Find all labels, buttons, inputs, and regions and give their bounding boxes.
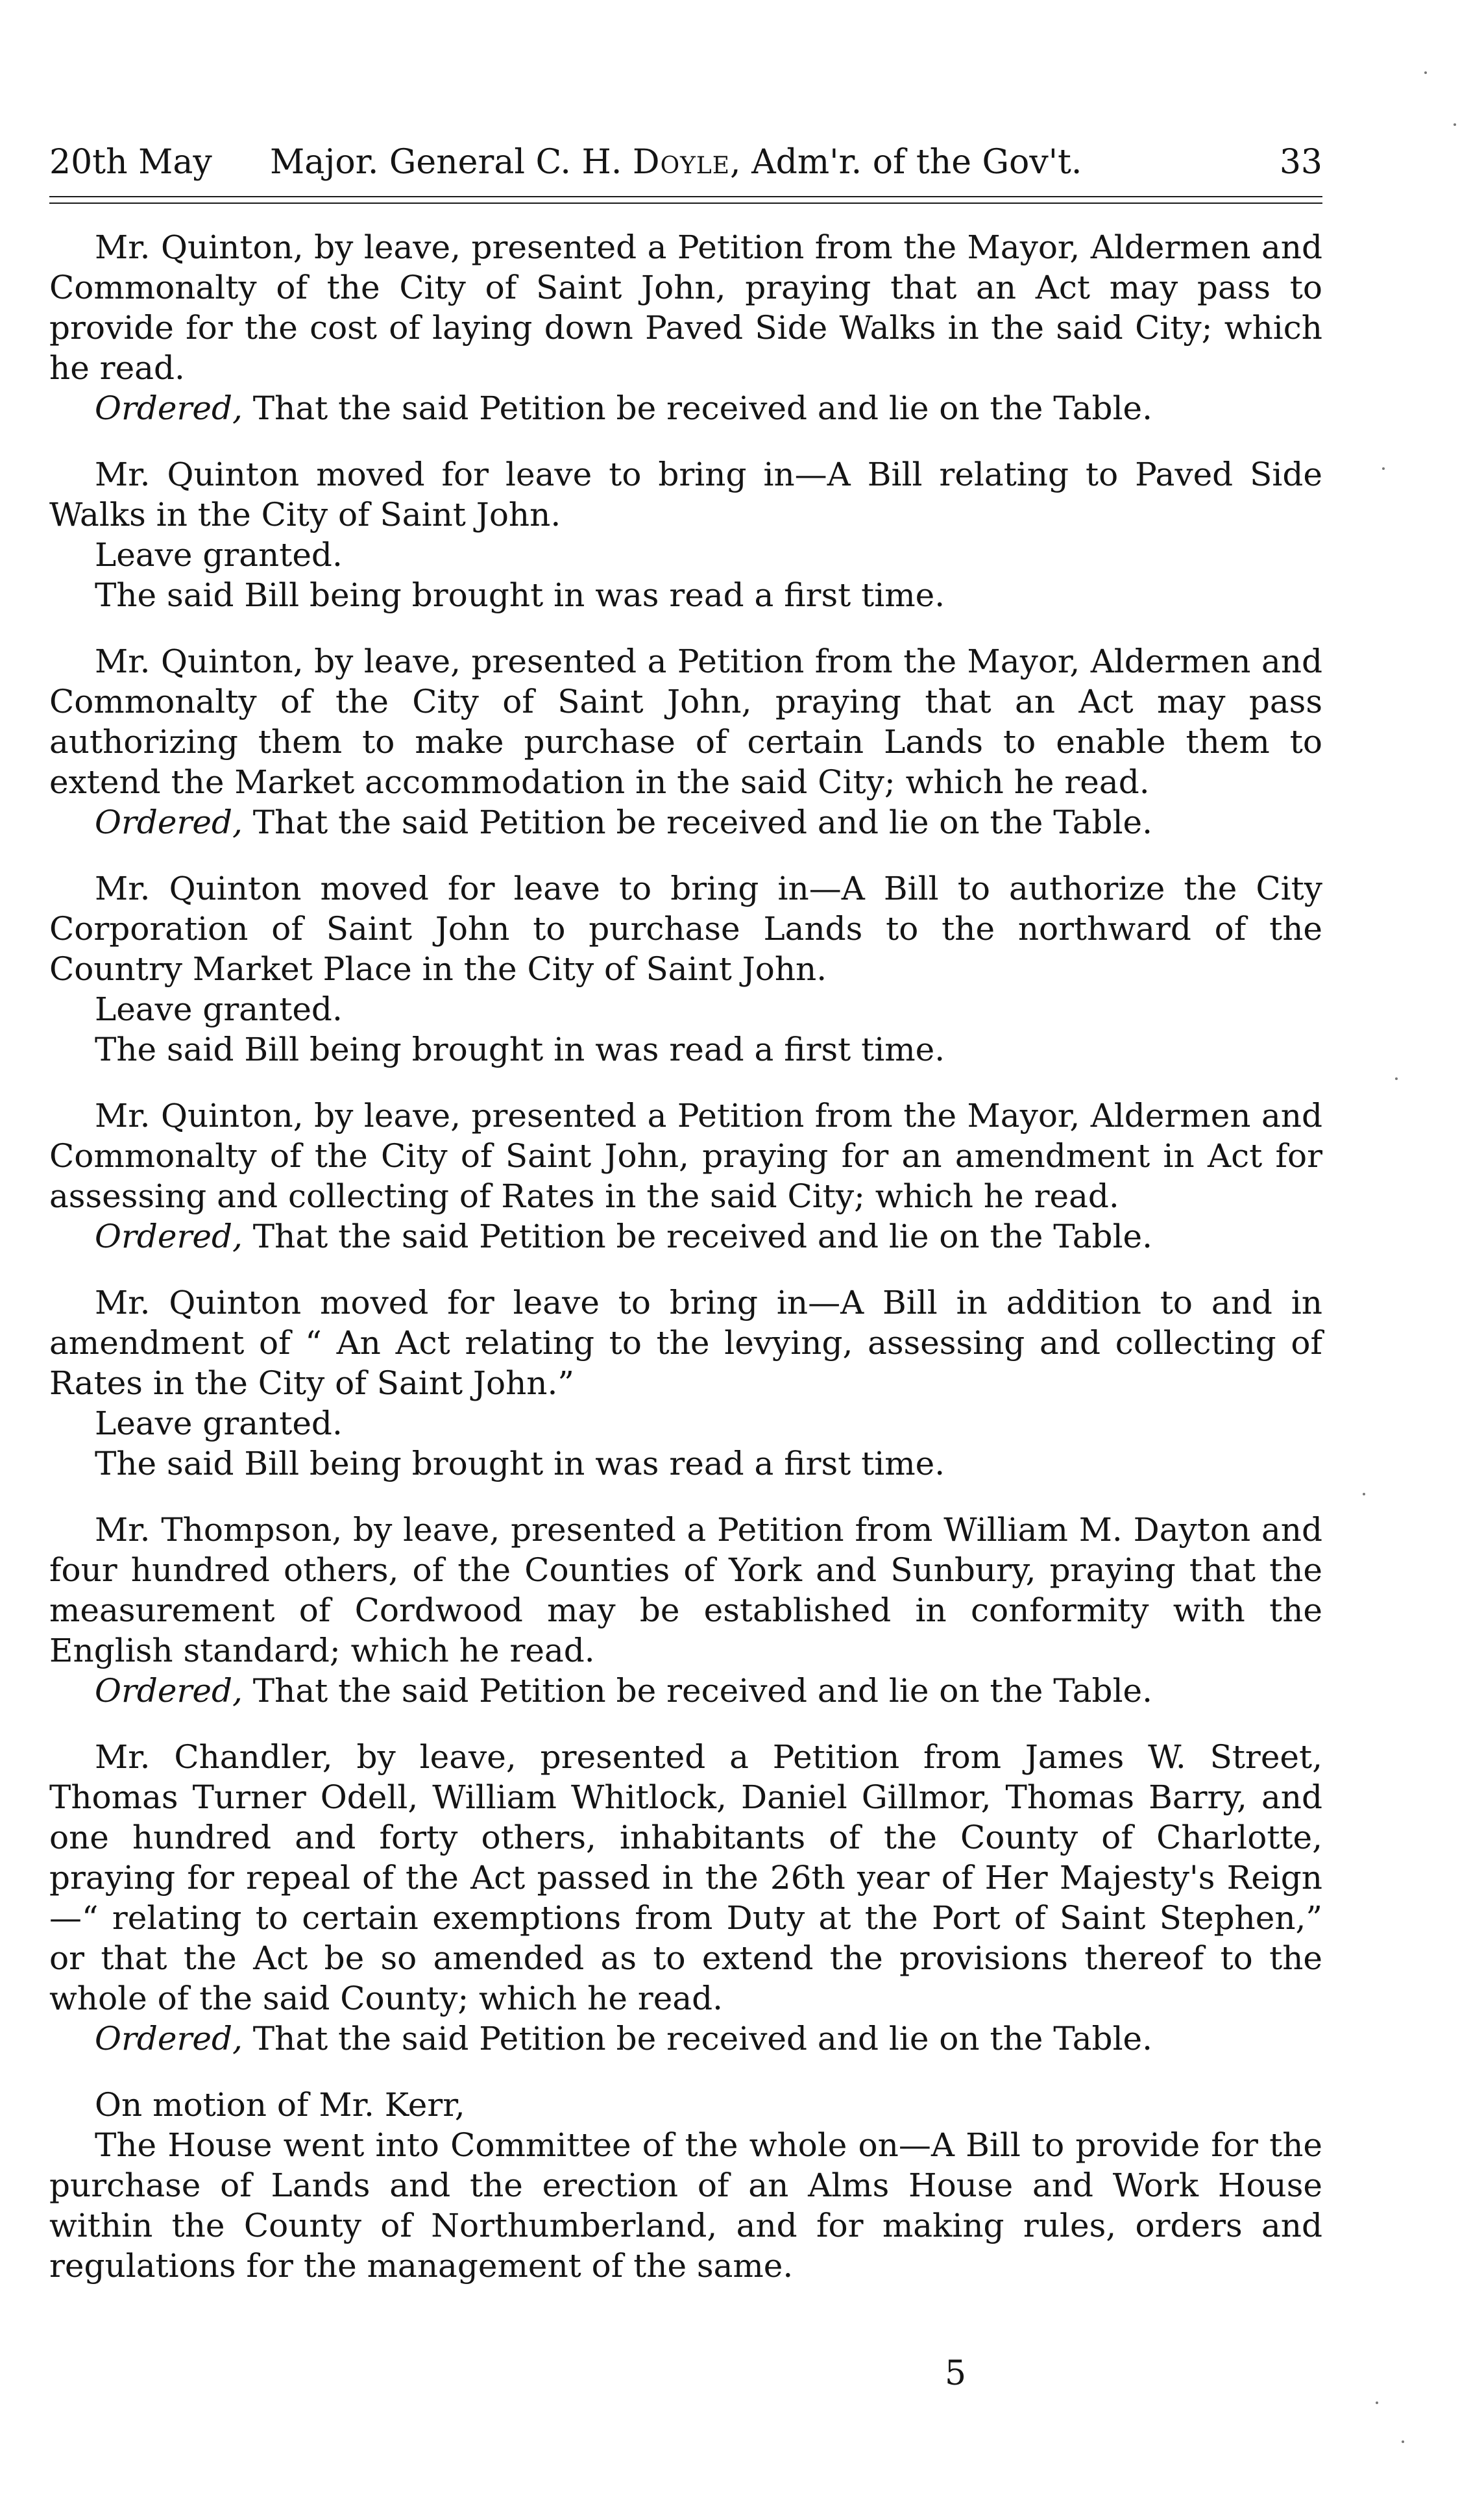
- entry-reading: The said Bill being brought in was read a first time.: [95, 576, 945, 614]
- order-text: That the said Petition be received and lie on the Table.: [242, 1218, 1153, 1255]
- entry-motion: Mr. Quinton moved for leave to bring in—A Bill in addition to and in amendment of “ An Act relating to the levying, assessing and collecting of Rates in the City of Saint John.”: [49, 1284, 1322, 1402]
- entry-order: [49, 1216, 1322, 1257]
- journal-body: [49, 227, 1322, 2312]
- entry-reading: The said Bill being brought in was read a first time.: [95, 1445, 945, 1482]
- entry-text: Mr. Quinton, by leave, presented a Petition from the Mayor, Aldermen and Commonalty of the City of Saint John, praying that an Act may pass authorizing them to make purchase of certain Lands to enable them to extend the Market accommodation in the said City; which he read.: [49, 643, 1322, 801]
- entry-bill-rates: [49, 1283, 1322, 1484]
- entry-motion: Mr. Quinton moved for leave to bring in—A Bill relating to Paved Side Walks in the City of Saint John.: [49, 456, 1322, 534]
- order-text: That the said Petition be received and lie on the Table.: [242, 804, 1153, 841]
- entry-reading: The said Bill being brought in was read a first time.: [95, 1031, 945, 1068]
- entry-leave: Leave granted.: [95, 990, 343, 1028]
- entry-petition-paved-side-walks: [49, 227, 1322, 428]
- order-label: Ordered,: [95, 804, 243, 841]
- entry-motion: On motion of Mr. Kerr,: [95, 2086, 465, 2124]
- header-title-prefix: Major. General C. H.: [270, 143, 633, 182]
- entry-order: [49, 802, 1322, 842]
- paper-speck: [1382, 467, 1385, 470]
- order-label: Ordered,: [95, 1218, 243, 1255]
- header-title-suffix: , Adm'r. of the Gov't.: [730, 143, 1082, 182]
- entry-text: Mr. Quinton, by leave, presented a Petition from the Mayor, Aldermen and Commonalty of the City of Saint John, praying that an Act may pass to provide for the cost of laying down Paved Side Walks in the said City; which he read.: [49, 228, 1322, 387]
- order-label: Ordered,: [95, 1672, 243, 1710]
- entry-text: Mr. Chandler, by leave, presented a Petition from James W. Street, Thomas Turner Odell, William Whitlock, Daniel Gillmor, Thomas Barry, and one hundred and forty others, inhabitants of the County of Charlotte, praying for repeal of the Act passed in the 26th year of Her Majesty's Reign—“ relating to certain exemptions from Duty at the Port of Saint Stephen,” or that the Act be so amended as to extend the provisions thereof to the whole of the said County; which he read.: [49, 1738, 1322, 2017]
- order-label: Ordered,: [95, 389, 243, 427]
- paper-speck: [1363, 1493, 1365, 1495]
- paper-speck: [1376, 2401, 1378, 2404]
- entry-petition-saint-stephen: [49, 1737, 1322, 2059]
- document-page: [49, 0, 1322, 2493]
- entry-bill-market-lands: [49, 868, 1322, 1070]
- entry-order: [49, 388, 1322, 428]
- entry-petition-market-lands: [49, 641, 1322, 842]
- order-text: That the said Petition be received and lie on the Table.: [242, 389, 1153, 427]
- entry-motion: Mr. Quinton moved for leave to bring in—A Bill to authorize the City Corporation of Saint John to purchase Lands to the northward of the Country Market Place in the City of Saint John.: [49, 870, 1322, 988]
- paper-speck: [1395, 1077, 1398, 1080]
- paper-speck: [1424, 71, 1427, 74]
- entry-leave: Leave granted.: [95, 536, 343, 574]
- page-number: 33: [1279, 143, 1322, 182]
- signature-mark: 5: [945, 2354, 967, 2393]
- order-text: That the said Petition be received and lie on the Table.: [242, 2020, 1153, 2057]
- order-text: That the said Petition be received and lie on the Table.: [242, 1672, 1153, 1710]
- header-rule-bottom: [49, 203, 1322, 204]
- header-title: [270, 140, 1082, 185]
- running-header: [49, 140, 1322, 185]
- header-date: 20th May: [49, 143, 212, 182]
- entry-bill-paved-side-walks: [49, 454, 1322, 615]
- entry-committee-text: The House went into Committee of the whole on—A Bill to provide for the purchase of Lands and the erection of an Alms House and Work House within the County of Northumberland, and for making rules, orders and regulations for the management of the same.: [49, 2126, 1322, 2285]
- order-label: Ordered,: [95, 2020, 243, 2057]
- entry-committee-alms-house: [49, 2085, 1322, 2286]
- entry-leave: Leave granted.: [95, 1405, 343, 1442]
- entry-petition-rates: [49, 1096, 1322, 1257]
- entry-text: Mr. Thompson, by leave, presented a Petition from William M. Dayton and four hundred others, of the Counties of York and Sunbury, praying that the measurement of Cordwood may be established in conformity with the English standard; which he read.: [49, 1511, 1322, 1669]
- paper-speck: [1402, 2440, 1404, 2443]
- entry-order: [49, 1671, 1322, 1711]
- paper-speck: [1454, 123, 1456, 126]
- header-rule-top: [49, 196, 1322, 197]
- header-title-name: Doyle: [632, 143, 731, 182]
- entry-order: [49, 2019, 1322, 2059]
- entry-petition-cordwood: [49, 1510, 1322, 1711]
- entry-text: Mr. Quinton, by leave, presented a Petition from the Mayor, Aldermen and Commonalty of the City of Saint John, praying for an amendment in Act for assessing and collecting of Rates in the said City; which he read.: [49, 1097, 1322, 1215]
